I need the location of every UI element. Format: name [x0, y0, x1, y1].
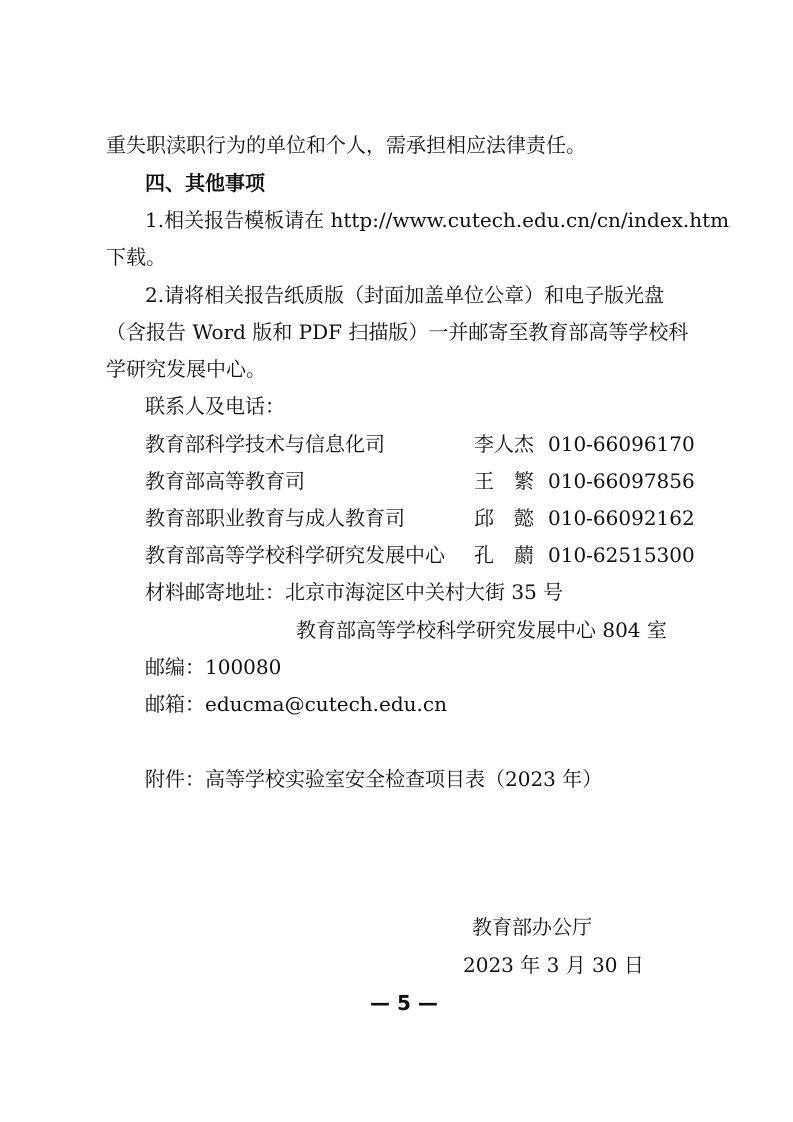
section-heading: 四、其他事项 — [145, 171, 265, 195]
item2-line1: 2.请将相关报告纸质版（封面加盖单位公章）和电子版光盘 — [145, 283, 665, 307]
item1-line2: 下载。 — [106, 245, 166, 269]
item2-line3: 学研究发展中心。 — [106, 357, 266, 381]
signature-org: 教育部办公厅 — [472, 915, 592, 939]
contact-person: 孔 蘮 — [474, 543, 534, 567]
postcode: 邮编：100080 — [145, 655, 282, 679]
paragraph-continuation: 重失职渎职行为的单位和个人，需承担相应法律责任。 — [106, 133, 586, 157]
item1-line1: 1.相关报告模板请在 http://www.cutech.edu.cn/cn/index.htm — [145, 208, 730, 232]
contact-phone: 010-66092162 — [548, 506, 695, 530]
contact-dept: 教育部科学技术与信息化司 — [145, 432, 385, 456]
contact-dept: 教育部职业教育与成人教育司 — [145, 506, 405, 530]
contact-dept: 教育部高等教育司 — [145, 469, 305, 493]
contacts-label: 联系人及电话： — [145, 394, 285, 418]
page-number: — 5 — — [370, 991, 438, 1015]
contact-person: 邱 懿 — [474, 506, 534, 530]
contact-person: 王 繁 — [474, 469, 534, 493]
mailing-address: 材料邮寄地址：北京市海淀区中关村大街 35 号 — [145, 580, 564, 604]
attachment-note: 附件：高等学校实验室安全检查项目表（2023 年） — [145, 767, 603, 791]
contact-phone: 010-62515300 — [548, 543, 695, 567]
mailing-address-line2: 教育部高等学校科学研究发展中心 804 室 — [296, 618, 667, 642]
contact-dept: 教育部高等学校科学研究发展中心 — [145, 543, 445, 567]
contact-person: 李人杰 — [474, 432, 534, 456]
contact-phone: 010-66096170 — [548, 432, 695, 456]
signature-date: 2023 年 3 月 30 日 — [463, 953, 644, 977]
item2-line2: （含报告 Word 版和 PDF 扫描版）一并邮寄至教育部高等学校科 — [106, 320, 689, 344]
email: 邮箱：educma@cutech.edu.cn — [145, 692, 447, 716]
contact-phone: 010-66097856 — [548, 469, 695, 493]
